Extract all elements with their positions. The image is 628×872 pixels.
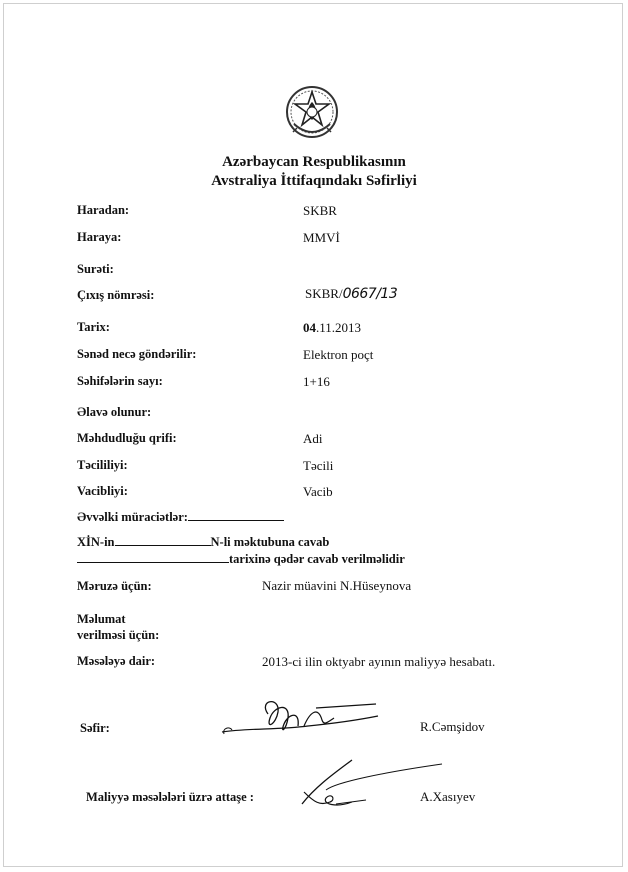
urgency-label: Təcililiyi: xyxy=(77,458,128,472)
date-rest: .11.2013 xyxy=(316,320,362,335)
page-count-label: Səhifələrin sayı: xyxy=(77,374,163,388)
outgoing-number-value xyxy=(305,286,397,302)
date-day: 04 xyxy=(303,320,316,335)
subject-value: 2013-ci ilin oktyabr ayının maliyyə hesabatı. xyxy=(262,654,496,669)
to-value: MMVİ xyxy=(303,230,340,245)
urgency-value: Təcili xyxy=(303,458,334,473)
page-count-value: 1+16 xyxy=(303,374,330,389)
mfa-deadline-line xyxy=(77,552,405,567)
information-label-line1: Məlumat xyxy=(77,612,126,626)
to-label: Haraya: xyxy=(77,230,122,244)
attache-label: Maliyyə məsələləri üzrə attaşe : xyxy=(86,790,254,804)
ambassador-name: R.Cəmşidov xyxy=(420,719,485,734)
mfa-number-blank xyxy=(115,535,211,546)
restriction-value: Adi xyxy=(303,431,323,446)
ambassador-label: Səfir: xyxy=(80,721,110,735)
from-value: SKBR xyxy=(303,203,337,218)
attache-name: A.Xasıyev xyxy=(420,789,476,804)
mfa-reply-line xyxy=(77,535,329,550)
ambassador-signature-icon xyxy=(218,696,388,744)
outgoing-number-prefix: SKBR/ xyxy=(305,286,343,301)
restriction-label: Məhdudluğu qrifi: xyxy=(77,431,177,445)
mfa-date-blank xyxy=(77,552,229,563)
mfa-reply-end: tarixinə qədər cavab verilməlidir xyxy=(229,552,405,566)
state-emblem-icon xyxy=(284,84,340,142)
embassy-title-line2: Avstraliya İttifaqındakı Səfirliyi xyxy=(211,173,417,189)
date-value xyxy=(303,320,361,336)
previous-requests-text: Əvvəlki müraciətlər: xyxy=(77,510,188,524)
report-for-label: Məruzə üçün: xyxy=(77,579,152,593)
embassy-title-line1: Azərbaycan Respublikasının xyxy=(222,154,406,170)
previous-requests-blank xyxy=(188,510,284,521)
importance-value: Vacib xyxy=(303,484,333,499)
previous-requests-label xyxy=(77,510,284,525)
information-label-line2: verilməsi üçün: xyxy=(77,628,160,642)
attachment-label: Əlavə olunur: xyxy=(77,405,152,419)
copy-label: Surəti: xyxy=(77,262,114,276)
importance-label: Vacibliyi: xyxy=(77,484,128,498)
outgoing-number-handwritten: 0667/13 xyxy=(342,286,398,302)
mfa-reply-start: XİN-in xyxy=(77,535,115,549)
send-method-value: Elektron poçt xyxy=(303,347,374,362)
mfa-reply-mid: N-li məktubuna cavab xyxy=(210,535,330,549)
date-label: Tarix: xyxy=(77,320,110,334)
report-for-value: Nazir müavini N.Hüseynova xyxy=(262,578,412,593)
outgoing-number-label: Çıxış nömrəsi: xyxy=(77,288,155,302)
subject-label: Məsələyə dair: xyxy=(77,654,156,668)
from-label: Haradan: xyxy=(77,203,130,217)
send-method-label: Sənəd necə göndərilir: xyxy=(77,347,197,361)
